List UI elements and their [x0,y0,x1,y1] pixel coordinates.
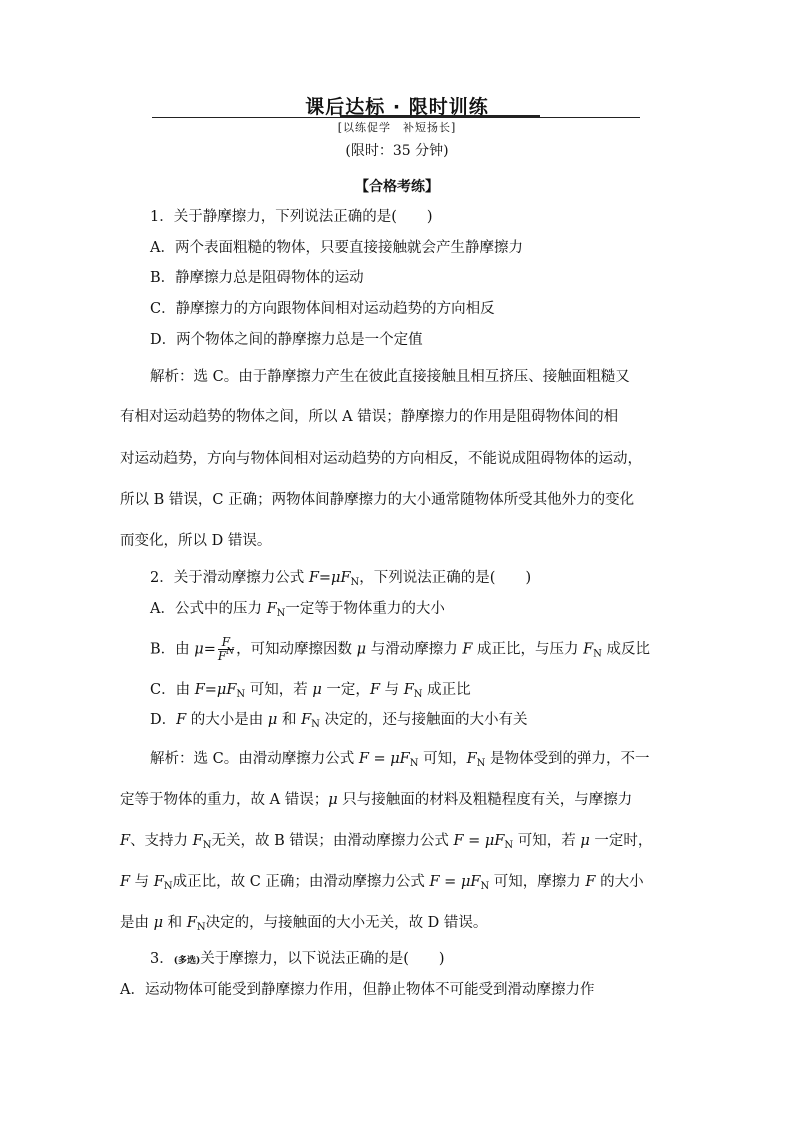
question-2-option-d: D．F 的大小是由 μ 和 $F_N$ 决定的，还与接触面的大小有关 [150,712,528,730]
question-2-answer-line: F、支持力 $F_N$无关，故 B 错误；由滑动摩擦力公式 $F = \mu F_N$ 可知，若 μ 一定时， [120,833,653,851]
title-rule [152,117,640,118]
question-1-option-c: C．静摩擦力的方向跟物体间相对运动趋势的方向相反 [150,301,495,317]
question-2-stem: 2．关于滑动摩擦力公式 $F=\mu F_N$，下列说法正确的是( ) [150,570,532,588]
section-title: 【合格考练】 [355,179,439,195]
question-3-stem: 3．(多选)关于摩擦力，以下说法正确的是( ) [150,951,445,967]
question-2-option-c: C．由 $F=\mu F_N$ 可知，若 μ 一定，F 与 $F_N$ 成正比 [150,682,471,700]
question-1-answer-line: 对运动趋势，方向与物体间相对运动趋势的方向相反，不能说成阻碍物体的运动， [120,451,642,467]
fraction: $\frac{F}{F^N}$ [217,635,235,663]
question-2-answer-line: F 与 $F_N$成正比，故 C 正确；由滑动摩擦力公式 $F = \mu F_N$ 可知，摩擦力 F 的大小 [120,874,644,892]
question-1-option-b: B．静摩擦力总是阻碍物体的运动 [150,270,364,286]
question-3-option-a: A．运动物体可能受到静摩擦力作用，但静止物体不可能受到滑动摩擦力作 [120,982,595,998]
question-1-answer-line: 有相对运动趋势的物体之间，所以 A 错误；静摩擦力的作用是阻碍物体间的相 [120,409,619,425]
question-1-answer-line: 所以 B 错误，C 正确；两物体间静摩擦力的大小通常随物体所受其他外力的变化 [120,492,635,508]
question-1-option-d: D．两个物体之间的静摩擦力总是一个定值 [150,332,423,348]
title-rule-accent [340,115,540,117]
question-2-option-b: B．由 μ= $\frac{F}{F^N}$ ，可知动摩擦因数 μ 与滑动摩擦力 F 成正比，与压力 $F_N$ 成反比 [150,635,651,663]
question-1-stem: 1．关于静摩擦力，下列说法正确的是( ) [150,209,433,225]
question-2-answer-line: 定等于物体的重力，故 A 错误；μ 只与接触面的材料及粗糙程度有关，与摩擦力 [120,792,633,808]
question-1-answer-line: 而变化，所以 D 错误。 [120,533,272,549]
time-limit: (限时：35 分钟) [345,143,449,159]
question-2-option-a: A．公式中的压力 $F_N$一定等于物体重力的大小 [150,601,445,619]
page-title: 课后达标 · 限时训练 [305,96,489,118]
page-subtitle: [以练促学 补短扬长] [337,121,457,134]
question-2-answer-line: 是由 μ 和 $F_N$决定的，与接触面的大小无关，故 D 错误。 [120,915,488,933]
question-2-answer-line: 解析：选 C。由滑动摩擦力公式 $F = \mu F_N$ 可知，$F_N$ 是物体受到的弹力，不一 [150,751,650,769]
question-1-answer-line: 解析：选 C。由于静摩擦力产生在彼此直接接触且相互挤压、接触面粗糙又 [150,369,630,385]
question-1-option-a: A．两个表面粗糙的物体，只要直接接触就会产生静摩擦力 [150,240,523,256]
multi-select-tag: (多选) [173,956,201,966]
